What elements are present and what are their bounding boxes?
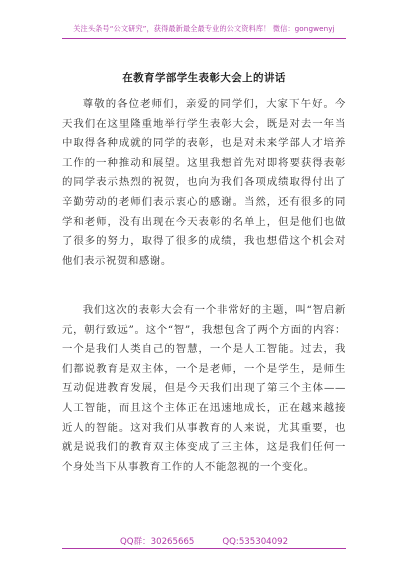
footer-qq-group: QQ群：30265665 [119, 537, 195, 547]
document-title: 在教育学部学生表彰大会上的讲话 [122, 72, 286, 84]
footer-contact [0, 535, 408, 547]
footer-divider [62, 548, 346, 549]
paragraph-2: 我们这次的表彰大会有一个非常好的主题，叫“智启新元，朝行致远”。这个“智”，我想包含了两个方面的内容：一个是我们人类自己的智慧，一个是人工智能。过去，我们都说教育是双主体，一个是老师，一个是学生，是师生互动促进教育发展，但是今天我们出现了第三个主体——人工智能，而且这个主体正在迅速地成长，正在越来越接近人的智能。这对我们从事教育的人来说，尤其重要，也就是说我们的教育双主体变成了三主体，这是我们任何一个身处当下从事教育工作的人不能忽视的一个变化。 [62, 304, 346, 473]
header-banner: 关注头条号“公文研究”，获得最新最全最专业的公文资料库！ 微信：gongwenyj [73, 24, 335, 33]
header-divider [62, 38, 346, 39]
footer-qq: QQ:535304092 [222, 537, 289, 547]
paragraph-1: 尊敬的各位老师们，亲爱的同学们，大家下午好。今天我们在这里隆重地举行学生表彰大会，既是对去一年当中取得各种成就的同学的表彰，也是对未来学部人才培养工作的一种推动和展望。这里我想首先对即将要获得表彰的同学表示热烈的祝贺，也向为我们各项成绩取得付出了辛勤劳动的老师们表示衷心的感谢。当然，还有很多的同学和老师，没有出现在今天表彰的名单上，但是他们也做了很多的努力，取得了很多的成绩，我也想借这个机会对他们表示祝贺和感谢。 [62, 98, 346, 267]
